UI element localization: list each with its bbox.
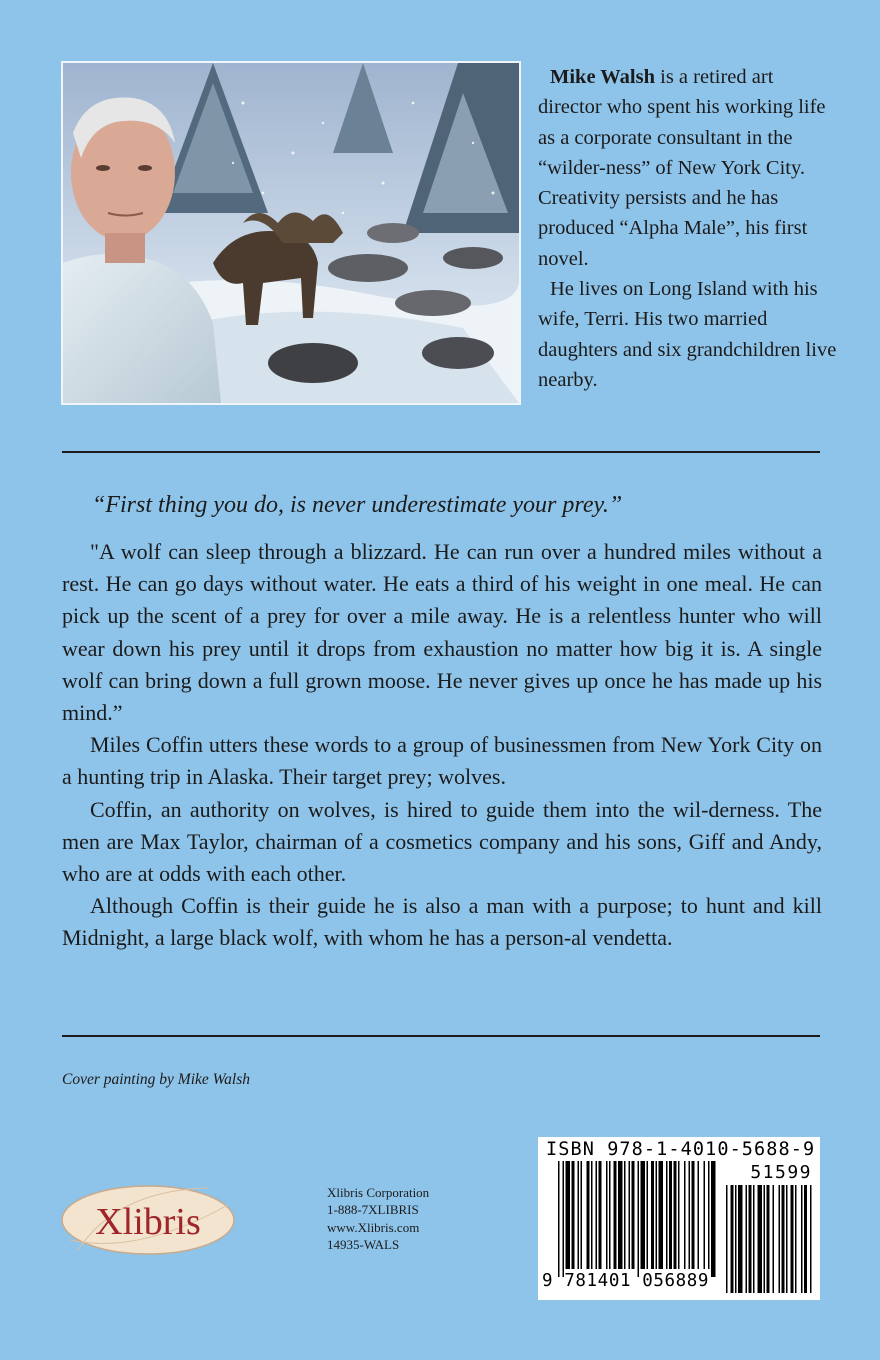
blurb-paragraph: Miles Coffin utters these words to a group of businessmen from New York City on a hunting trip in Alaska. Their target prey; wolves. <box>62 732 822 790</box>
publisher-line: 14935-WALS <box>327 1236 400 1252</box>
isbn-label: ISBN 978-1-4010-5688-9 <box>546 1139 816 1160</box>
epigraph: “First thing you do, is never underestimate your prey.” <box>92 492 623 518</box>
publisher-line: www.Xlibris.com <box>327 1219 420 1235</box>
isbn-barcode <box>538 1137 820 1300</box>
blurb-paragraph: Although Coffin is their guide he is also a man with a purpose; to hunt and kill Midnight, a large black wolf, with whom he has a person-al vendetta. <box>62 893 822 951</box>
blurb-paragraph: Coffin, an authority on wolves, is hired to guide them into the wil-derness. The men are Max Taylor, chairman of a cosmetics company and his sons, Giff and Andy, who are at odds with each other. <box>62 796 822 887</box>
author-bio <box>538 62 838 395</box>
divider-bottom <box>62 1035 820 1037</box>
book-blurb <box>62 536 822 955</box>
bio-paragraph-2: He lives on Long Island with his wife, Terri. His two married daughters and six grandchildren live nearby. <box>538 278 837 391</box>
ean13-number: 9 781401 056889 <box>542 1271 710 1291</box>
price-code: 51599 <box>750 1162 812 1183</box>
bio-paragraph-1 <box>538 62 838 274</box>
bio-text-1: is a retired art director who spent his working life as a corporate consultant in the “wilder-ness” of New York City. Creativity persists and he has produced “Alpha Male”, his first novel. <box>538 66 826 270</box>
xlibris-logo <box>58 1180 238 1260</box>
author-name: Mike Walsh <box>550 66 655 88</box>
blurb-paragraph: "A wolf can sleep through a blizzard. He can run over a hundred miles without a rest. He can go days without water. He eats a third of his weight in one meal. He can pick up the scent of a prey for over a mile away. He is a relentless hunter who will wear down his prey until it drops from exhaustion no matter how big it is. A single wolf can bring down a full grown moose. He never gives up once he has made up his mind.” <box>62 539 822 726</box>
divider-top <box>62 451 820 453</box>
publisher-line: Xlibris Corporation <box>327 1185 430 1200</box>
cover-credit: Cover painting by Mike Walsh <box>62 1071 250 1088</box>
author-photo-painting <box>61 61 521 405</box>
publisher-info <box>327 1184 429 1253</box>
logo-text: Xlibris <box>95 1201 201 1243</box>
publisher-line: 1-888-7XLIBRIS <box>327 1202 419 1218</box>
